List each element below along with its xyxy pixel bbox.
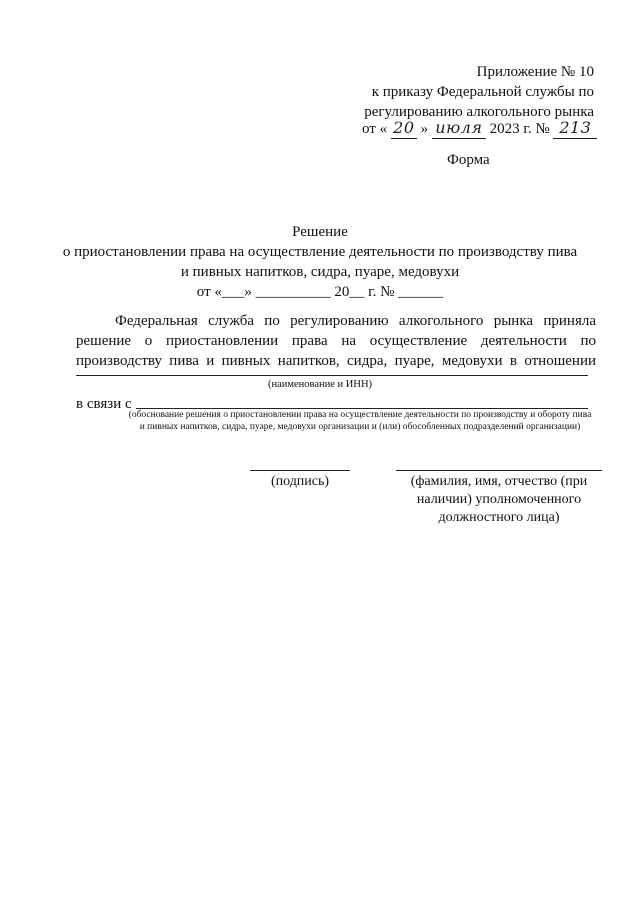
decision-subject-line2: и пивных напитков, сидра, пуаре, медовухи xyxy=(180,264,460,280)
reason-label: в связи с xyxy=(76,396,132,412)
handwritten-month: июля xyxy=(432,118,486,139)
signature-caption: (подпись) xyxy=(270,474,330,489)
body-line-2: решение о приостановлении права на осуществление деятельности по xyxy=(76,333,596,349)
appendix-order-line: к приказу Федеральной службы по xyxy=(371,84,594,100)
official-caption-line2: наличии) уполномоченного xyxy=(416,492,582,507)
decision-date-number-line: от «___» __________ 20__ г. № ______ xyxy=(196,284,444,300)
official-caption-line3: должностного лица) xyxy=(438,510,560,525)
appendix-number: Приложение № 10 xyxy=(476,64,594,80)
decision-title: Решение xyxy=(292,224,348,240)
reason-caption-line1: (обоснование решения о приостановлении права на осуществление деятельности по производству и обороту пива xyxy=(128,410,592,420)
body-line-1: Федеральная служба по регулированию алкогольного рынка приняла xyxy=(115,313,596,329)
handwritten-order-number: 213 xyxy=(553,118,597,139)
date-prefix: от « xyxy=(362,121,388,137)
signature-line xyxy=(250,470,350,471)
organization-name-line xyxy=(76,375,588,376)
date-quote-close: » xyxy=(420,121,429,137)
official-caption-line1: (фамилия, имя, отчество (при xyxy=(410,474,588,489)
reason-caption-line2: и пивных напитков, сидра, пуаре, медовухи организации и (или) обособленных подразделений организации) xyxy=(139,422,581,432)
appendix-agency-line: регулированию алкогольного рынка xyxy=(364,104,594,120)
form-label: Форма xyxy=(447,152,490,168)
official-name-line xyxy=(396,470,602,471)
order-year-number: 2023 г. № xyxy=(489,121,550,137)
appendix-date-line xyxy=(362,118,602,142)
organization-name-caption: (наименование и ИНН) xyxy=(267,379,373,390)
body-line-3: производству пива и пивных напитков, сидра, пуаре, медовухи в отношении xyxy=(76,353,596,369)
handwritten-day: 20 xyxy=(391,118,417,139)
decision-subject-line1: о приостановлении права на осуществление деятельности по производству пива xyxy=(62,244,578,260)
